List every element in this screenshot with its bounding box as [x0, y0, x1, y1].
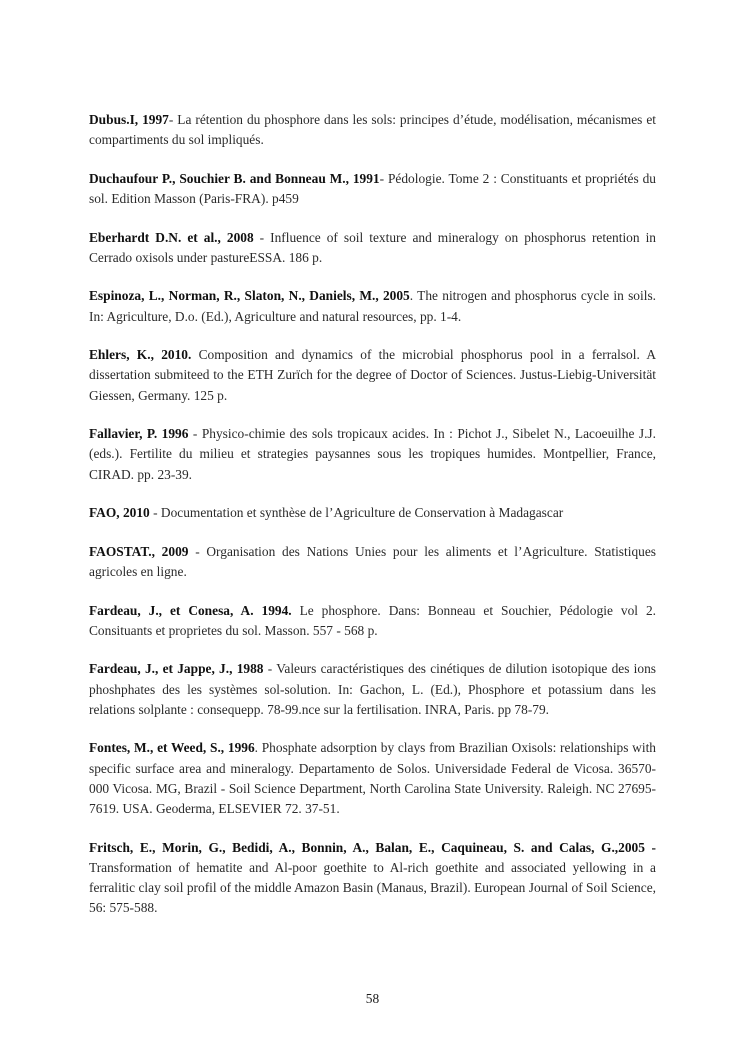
reference-authors: FAOSTAT., 2009 — [89, 543, 189, 559]
reference-text: . Phosphate adsorption by clays from Brazilian Oxisols: relationships with specific surface area and mineralogy. Departamento de Solos. Universidade Federal de Vicosa. 36570-000 Vicosa. MG, Brazil - Soil Science Department, North Carolina State University. Raleigh. NC 27695-7619. USA. Geoderma, ELSEVIER 72. 37-51. — [89, 740, 656, 816]
reference-text: Le phosphore. Dans: Bonneau et Souchier, Pédologie vol 2. Consituants et proprietes du sol. Masson. 557 - 568 p. — [89, 602, 656, 638]
reference-entry — [89, 738, 656, 819]
reference-authors: Espinoza, L., Norman, R., Slaton, N., Daniels, M., 2005 — [89, 288, 410, 304]
reference-entry — [89, 345, 656, 406]
reference-entry — [89, 838, 656, 919]
reference-entry — [89, 110, 656, 150]
reference-text: . The nitrogen and phosphorus cycle in soils. In: Agriculture, D.o. (Ed.), Agriculture and natural resources, pp. 1-4. — [89, 288, 656, 324]
reference-entry — [89, 659, 656, 720]
reference-entry — [89, 503, 656, 523]
reference-authors: Fardeau, J., et Jappe, J., 1988 — [89, 661, 264, 677]
reference-text: Composition and dynamics of the microbial phosphorus pool in a ferralsol. A dissertation submiteed to the ETH Zurïch for the degree of Doctor of Sciences. Justus-Liebig-Universität Giessen, Germany. 125 p. — [89, 347, 657, 403]
reference-entry — [89, 424, 656, 485]
reference-authors: Fritsch, E., Morin, G., Bedidi, A., Bonnin, A., Balan, E., Caquineau, S. and Calas, G.,2005 - — [89, 839, 656, 855]
reference-authors: Fontes, M., et Weed, S., 1996 — [89, 740, 255, 756]
reference-entry — [89, 228, 656, 268]
reference-text: - Physico-chimie des sols tropicaux acides. In : Pichot J., Sibelet N., Lacoeuilhe J.J. (eds.). Fertilite du milieu et strategies paysannes sous les tropiques humides. Montpellier, France, CIRAD. pp. 23-39. — [89, 426, 656, 482]
reference-entry — [89, 286, 656, 326]
reference-authors: Duchaufour P., Souchier B. and Bonneau M., 1991 — [89, 170, 380, 186]
reference-authors: Dubus.I, 1997 — [89, 112, 169, 127]
page-number: 58 — [365, 991, 380, 1006]
reference-text: - Pédologie. Tome 2 : Constituants et propriétés du sol. Edition Masson (Paris-FRA). p459 — [89, 170, 656, 206]
reference-list — [89, 110, 656, 937]
reference-text: - Valeurs caractéristiques des cinétiques de dilution isotopique des ions phoshphates des les systèmes sol-solution. In: Gachon, L. (Ed.), Phosphore et potassium dans les relations solplante : consequepp. 78-99.nce sur la fertilisation. INRA, Paris. pp 78-79. — [89, 661, 657, 717]
reference-authors: FAO, 2010 — [89, 505, 150, 521]
reference-text: - La rétention du phosphore dans les sols: principes d’étude, modélisation, mécanismes et compartiments du sol impliqués. — [89, 112, 656, 148]
reference-text: - Documentation et synthèse de l’Agriculture de Conservation à Madagascar — [149, 505, 564, 521]
reference-authors: Fallavier, P. 1996 — [89, 426, 189, 442]
reference-authors: Fardeau, J., et Conesa, A. 1994. — [89, 602, 292, 618]
reference-entry — [89, 542, 656, 582]
reference-text: - Organisation des Nations Unies pour les aliments et l’Agriculture. Statistiques agricoles en ligne. — [89, 543, 656, 579]
reference-text: Transformation of hematite and Al-poor goethite to Al-rich goethite and associated yellowing in a ferralitic clay soil profil of the middle Amazon Basin (Manaus, Brazil). European Journal of Soil Science, 56: 575-588. — [89, 859, 656, 916]
reference-entry — [89, 601, 656, 641]
reference-entry — [89, 169, 656, 209]
reference-authors: Ehlers, K., 2010. — [89, 347, 192, 363]
reference-authors: Eberhardt D.N. et al., 2008 — [89, 229, 254, 245]
reference-text: - Influence of soil texture and mineralogy on phosphorus retention in Cerrado oxisols under pastureESSA. 186 p. — [89, 229, 656, 265]
